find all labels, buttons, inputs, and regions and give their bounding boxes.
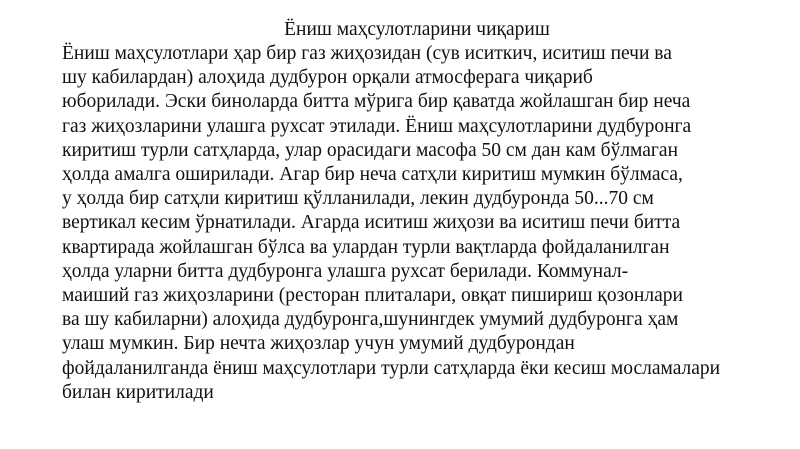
text-line: ҳолда амалга оширилади. Агар бир неча сатҳли киритиш мумкин бўлмаса, xyxy=(62,164,683,186)
text-line: билан киритилади xyxy=(62,381,214,403)
page-title: Ёниш маҳсулотларини чиқариш xyxy=(284,19,550,40)
text-line: вертикал кесим ўрнатилади. Агарда иситиш жиҳози ва иситиш печи битта xyxy=(62,212,681,234)
text-line: улаш мумкин. Бир нечта жиҳозлар учун умумий дудбурондан xyxy=(62,333,575,355)
text-line: киритиш турли сатҳларда, улар орасидаги масофа 50 см дан кам бўлмаган xyxy=(62,139,679,161)
text-line: газ жиҳозларини улашга рухсат этилади. Ёниш маҳсулотларини дудбуронга xyxy=(62,115,692,137)
text-line: шу кабилардан) алоҳида дудбурон орқали атмосферага чиқариб xyxy=(62,67,593,89)
text-line: у ҳолда бир сатҳли киритиш қўлланилади, лекин дудбуронда 50...70 см xyxy=(62,188,654,210)
text-line: ҳолда уларни битта дудбуронга улашга рухсат берилади. Коммунал- xyxy=(62,260,629,282)
text-line: юборилади. Эски биноларда битта мўрига бир қаватда жойлашган бир неча xyxy=(62,91,691,113)
text-line: квартирада жойлашган бўлса ва улардан турли вақтларда фойдаланилган xyxy=(62,236,670,258)
body-paragraph xyxy=(62,42,760,405)
text-line: фойдаланилганда ёниш маҳсулотлари турли сатҳларда ёки кесиш мосламалари xyxy=(62,357,721,379)
text-line: ва шу кабиларни) алоҳида дудбуронга,шунингдек умумий дудбуронга ҳам xyxy=(62,309,679,331)
text-line: маиший газ жиҳозларини (ресторан плиталари, овқат пишириш қозонлари xyxy=(62,285,683,307)
text-line: Ёниш маҳсулотлари ҳар бир газ жиҳозидан (сув иситкич, иситиш печи ва xyxy=(62,43,672,64)
